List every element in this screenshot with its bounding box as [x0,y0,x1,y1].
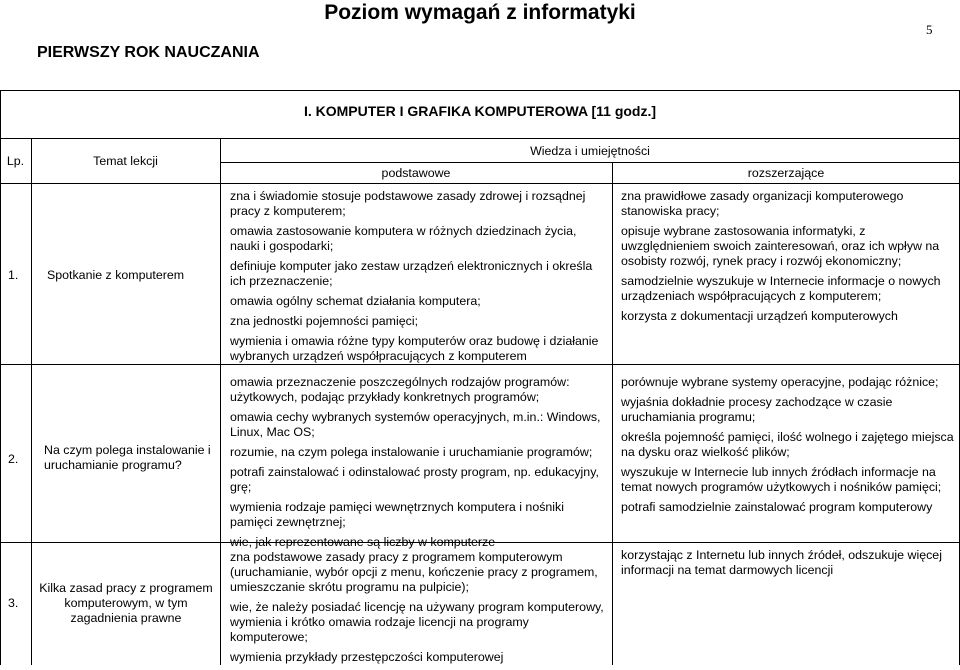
list-item: definiuje komputer jako zestaw urządzeń elektronicznych i określa ich przeznaczenie; [230,259,593,288]
list-item: zna podstawowe zasady pracy z programem komputerowym (uruchamianie, wybór opcji z menu, kończenie pracy z programem, umieszczanie skrótu programu na pulpicie); [230,550,598,594]
header-skills: Wiedza i umiejętności [530,144,650,158]
row-2-topic: Na czym polega instalowanie i uruchamianie programu? [44,443,211,472]
page-title: Poziom wymagań z informatyki [324,1,636,24]
list-item: wie, że należy posiadać licencję na używany program komputerowy, wymienia i krótko omawia rodzaje licencji na programy komputerowe; [230,600,604,644]
list-item: wymienia i omawia różne typy komputerów oraz budowę i działanie wybranych urządzeń współpracujących z komputerem [230,334,599,363]
row-1-basic [230,189,605,369]
list-item: wyszukuje w Internecie lub innych źródłach informacje na temat nowych programów użytkowych i nośników pamięci; [621,465,942,494]
list-item: samodzielnie wyszukuje w Internecie informacje o nowych urządzeniach współpracujących z komputerem; [621,274,941,303]
list-item: omawia przeznaczenie poszczególnych rodzajów programów: użytkowych, podając przykłady konkretnych programów; [230,375,570,404]
row-3-extended [621,548,954,583]
list-item: wie, jak reprezentowane są liczby w komputerze [230,535,496,549]
row-2-extended [621,375,954,520]
row-2-lp: 2. [8,452,19,466]
list-item: zna jednostki pojemności pamięci; [230,314,419,328]
row-3-basic [230,550,605,670]
list-item: wyjaśnia dokładnie procesy zachodzące w czasie uruchamiania programu; [621,395,893,424]
list-item: korzystając z Internetu lub innych źródeł, odszukuje więcej informacji na temat darmowych licencji [621,548,942,577]
header-extended: rozszerzające [747,166,825,180]
section-title: I. KOMPUTER I GRAFIKA KOMPUTEROWA [11 godz.] [303,103,657,119]
list-item: rozumie, na czym polega instalowanie i uruchamianie programów; [230,445,593,459]
school-year-label: PIERWSZY ROK NAUCZANIA [37,44,260,61]
list-item: potrafi samodzielnie zainstalować program komputerowy [621,500,933,514]
row-1-lp: 1. [8,268,19,282]
list-item: opisuje wybrane zastosowania informatyki, z uwzględnieniem swoich zainteresowań, oraz ich wpływ na osobisty rozwój, rynek pracy i rozwój ekonomiczny; [621,224,940,268]
list-item: porównuje wybrane systemy operacyjne, podając różnice; [621,375,939,389]
row-2-basic [230,375,605,555]
list-item: omawia cechy wybranych systemów operacyjnych, m.in.: Windows, Linux, Mac OS; [230,410,601,439]
list-item: wymienia rodzaje pamięci wewnętrznych komputera i nośniki pamięci zewnętrznej; [230,500,565,529]
list-item: zna prawidłowe zasady organizacji komputerowego stanowiska pracy; [621,189,904,218]
header-topic: Temat lekcji [93,154,158,168]
page-number: 5 [926,22,933,37]
row-1-topic: Spotkanie z komputerem [47,268,185,282]
list-item: zna i świadomie stosuje podstawowe zasady zdrowej i rozsądnej pracy z komputerem; [230,189,586,218]
list-item: korzysta z dokumentacji urządzeń komputerowych [621,309,898,323]
list-item: omawia zastosowanie komputera w różnych dziedzinach życia, nauki i gospodarki; [230,224,577,253]
row-3-lp: 3. [8,596,19,610]
list-item: omawia ogólny schemat działania komputera; [230,294,481,308]
list-item: określa pojemność pamięci, ilość wolnego i zajętego miejsca na dysku oraz wielkość plików; [621,430,954,459]
header-lp: Lp. [6,154,25,168]
row-1-extended [621,189,954,329]
list-item: potrafi zainstalować i odinstalować prosty program, np. edukacyjny, grę; [230,465,599,494]
row-3-topic: Kilka zasad pracy z programem komputerowym, w tym zagadnienia prawne [39,581,213,625]
header-basic: podstawowe [381,166,451,180]
list-item: wymienia przykłady przestępczości komputerowej [230,650,504,664]
